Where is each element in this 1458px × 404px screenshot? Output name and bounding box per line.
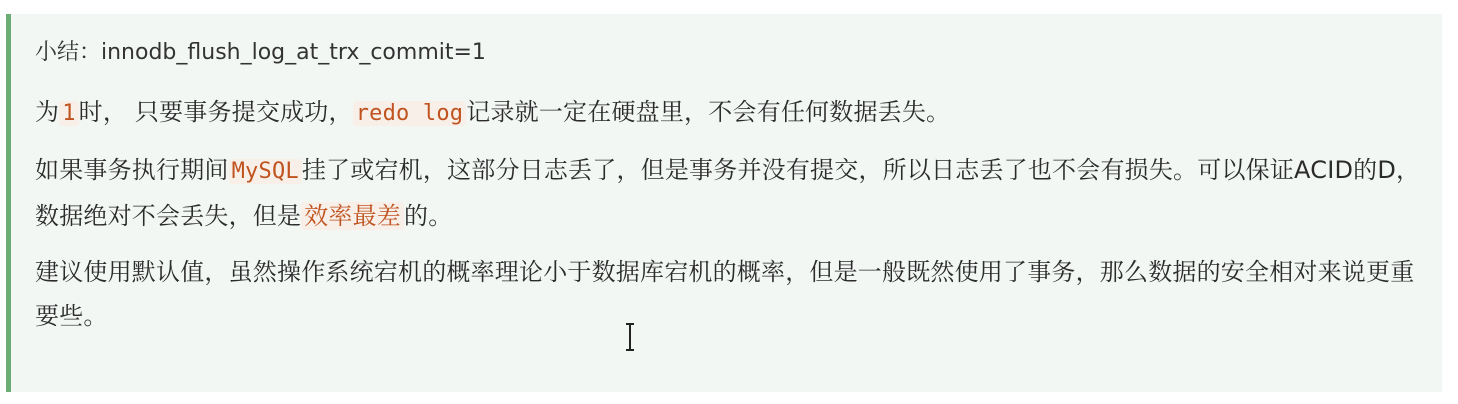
p1-text-3: 记录就一定在硬盘里，不会有任何数据丢失。 [466,98,951,126]
paragraph-commit-1 [35,90,1422,136]
p1-text-2: 时， 只要事务提交成功， [78,98,353,126]
p2-code-mysql: MySQL [229,159,302,184]
summary-title: 小结：innodb_flush_log_at_trx_commit=1 [35,40,486,65]
p2-emphasis: 效率最差 [301,202,404,230]
p1-code-value: 1 [59,101,78,126]
p1-code-redo-log: redo log [353,101,467,126]
paragraph-crash-behavior [35,148,1422,238]
p3-text: 建议使用默认值，虽然操作系统宕机的概率理论小于数据库宕机的概率，但是一般既然使用了事务，那么数据的安全相对来说更重要些。 [35,258,1415,330]
summary-callout [6,14,1442,392]
p2-text-1: 如果事务执行期间 [35,156,229,184]
p1-text-1: 为 [35,98,60,126]
p2-text-3: 的。 [404,202,453,230]
text-cursor-icon [624,322,636,352]
paragraph-recommendation [35,250,1422,338]
p2-text-2: 挂了或宕机，这部分日志丢了，但是事务并没有提交，所以日志丢了也不会有损失。可以保证ACID的D，数据绝对不会丢失，但是 [35,156,1421,230]
